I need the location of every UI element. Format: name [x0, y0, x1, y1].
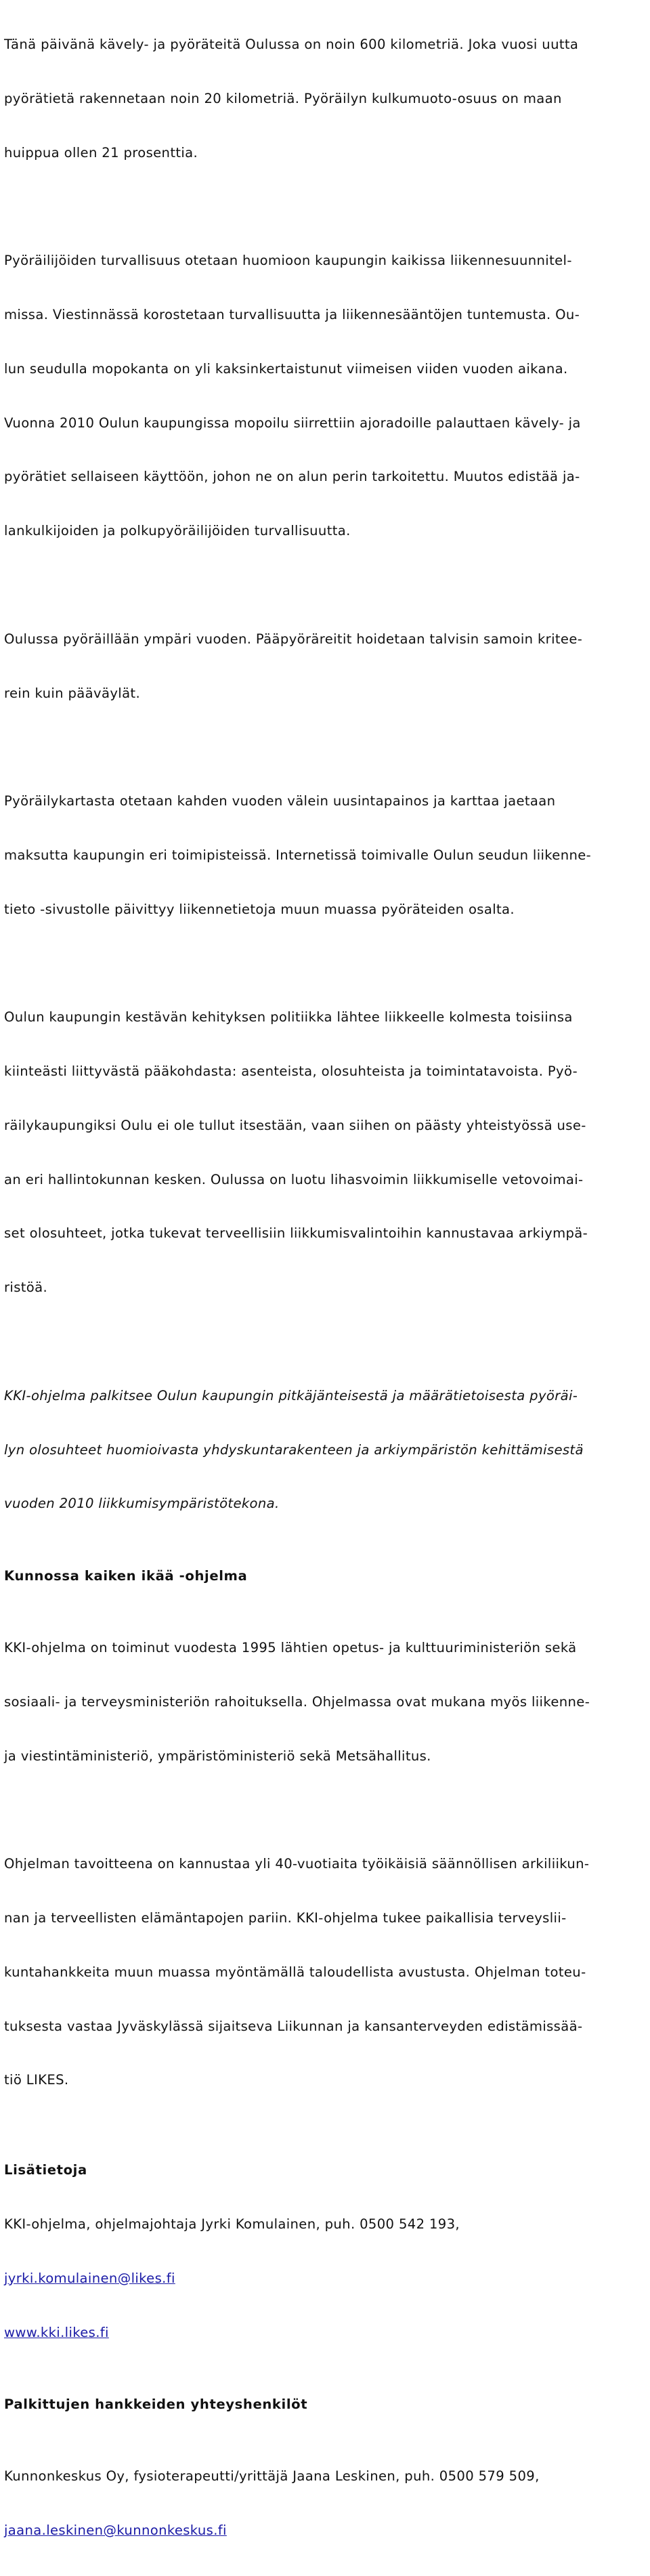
contact-line: Kunnonkeskus Oy, fysioterapeutti/yrittäjä Jaana Leskinen, puh. 0500 579 509,	[4, 2468, 540, 2485]
text-line: Ohjelman tavoitteena on kannustaa yli 40-vuotiaita työikäisiä säännöllisen arkiliikun-	[4, 1856, 590, 1872]
text-line: lyn olosuhteet huomioivasta yhdyskuntarakenteen ja arkiympäristön kehittämisestä	[4, 1441, 584, 1458]
text-line: kuntahankkeita muun muassa myöntämällä taloudellista avustusta. Ohjelman toteu-	[4, 1964, 586, 1980]
paragraph-kki-funding	[4, 1603, 644, 1802]
paragraph-safety	[4, 216, 644, 576]
text-line: Oulun kaupungin kestävän kehityksen politiikka lähtee liikkeelle kolmesta toisiinsa	[4, 1009, 573, 1026]
text-line: tuksesta vastaa Jyväskylässä sijaitseva Liikunnan ja kansanterveyden edistämissää-	[4, 2018, 583, 2034]
text-line: rein kuin pääväylät.	[4, 685, 141, 701]
paragraph-bike-paths	[4, 0, 644, 198]
text-line: lankulkijoiden ja polkupyöräilijöiden turvallisuutta.	[4, 523, 351, 539]
paragraph-map	[4, 757, 644, 955]
text-line: huippua ollen 21 prosenttia.	[4, 144, 198, 161]
text-line: pyörätiet sellaiseen käyttöön, johon ne on alun perin tarkoitettu. Muutos edistää ja-	[4, 469, 580, 485]
email-link-leskinen[interactable]: jaana.leskinen@kunnonkeskus.fi	[4, 2522, 227, 2539]
paragraph-winter	[4, 595, 644, 739]
email-link-komulainen[interactable]: jyrki.komulainen@likes.fi	[4, 2270, 175, 2286]
contact-line: KKI-ohjelma, ohjelmajohtaja Jyrki Komulainen, puh. 0500 542 193,	[4, 2216, 460, 2233]
text-line: Pyöräilijöiden turvallisuus otetaan huomioon kaupungin kaikissa liikennesuunnitel-	[4, 253, 572, 269]
web-link-kki[interactable]: www.kki.likes.fi	[4, 2324, 109, 2340]
text-line: missa. Viestinnässä korostetaan turvallisuutta ja liikennesääntöjen tuntemusta. Ou-	[4, 307, 580, 323]
text-line: ja viestintäministeriö, ympäristöministeriö sekä Metsähallitus.	[4, 1748, 431, 1764]
text-line: Vuonna 2010 Oulun kaupungissa mopoilu siirrettiin ajoradoille palauttaen kävely- ja	[4, 415, 581, 431]
text-line: tieto -sivustolle päivittyy liikennetietoja muun muassa pyöräteiden osalta.	[4, 901, 515, 917]
document-body	[4, 0, 644, 2576]
text-line: Pyöräilykartasta otetaan kahden vuoden välein uusintapainos ja karttaa jaetaan	[4, 793, 556, 809]
text-line: tiö LIKES.	[4, 2072, 69, 2088]
paragraph-policy	[4, 973, 644, 1333]
text-line: pyörätietä rakennetaan noin 20 kilometriä. Pyöräilyn kulkumuoto-osuus on maan	[4, 90, 562, 106]
contact-kki	[4, 2180, 644, 2378]
paragraph-award	[4, 1351, 644, 1550]
text-line: an eri hallintokunnan kesken. Oulussa on luotu lihasvoimin liikkumiselle vetovoimai-	[4, 1171, 584, 1187]
text-line: Tänä päivänä kävely- ja pyöräteitä Oulussa on noin 600 kilometriä. Joka vuosi uutta	[4, 37, 579, 53]
contact-kunnonkeskus	[4, 2432, 644, 2576]
text-line: nan ja terveellisten elämäntapojen pariin. KKI-ohjelma tukee paikallisia terveyslii-	[4, 1909, 567, 1926]
text-line: ristöä.	[4, 1280, 48, 1296]
text-line: sosiaali- ja terveysministeriön rahoituksella. Ohjelmassa ovat mukana myös liikenne-	[4, 1693, 590, 1710]
text-line: Oulussa pyöräillään ympäri vuoden. Pääpyöräreitit hoidetaan talvisin samoin kritee-	[4, 631, 583, 647]
heading-more-info: Lisätietoja	[4, 2162, 87, 2178]
text-line: lun seudulla mopokanta on yli kaksinkertaistunut viimeisen viiden vuoden aikana.	[4, 360, 568, 377]
text-line: vuoden 2010 liikkumisympäristötekona.	[4, 1496, 280, 1512]
text-line: maksutta kaupungin eri toimipisteissä. Internetissä toimivalle Oulun seudun liikenne-	[4, 847, 592, 863]
text-line: kiinteästi liittyvästä pääkohdasta: asenteista, olosuhteista ja toimintatavoista. Pyö-	[4, 1063, 578, 1080]
paragraph-kki-goals	[4, 1819, 644, 2126]
heading-kki: Kunnossa kaiken ikää -ohjelma	[4, 1567, 248, 1584]
heading-contacts: Palkittujen hankkeiden yhteyshenkilöt	[4, 2396, 308, 2412]
text-line: KKI-ohjelma palkitsee Oulun kaupungin pitkäjänteisestä ja määrätietoisesta pyöräi-	[4, 1387, 578, 1403]
text-line: räilykaupungiksi Oulu ei ole tullut itsestään, vaan siihen on päästy yhteistyössä use-	[4, 1117, 586, 1133]
text-line: set olosuhteet, jotka tukevat terveellisiin liikkumisvalintoihin kannustavaa arkiympä-	[4, 1225, 588, 1242]
text-line: KKI-ohjelma on toiminut vuodesta 1995 lähtien opetus- ja kulttuuriministeriön sekä	[4, 1640, 577, 1656]
